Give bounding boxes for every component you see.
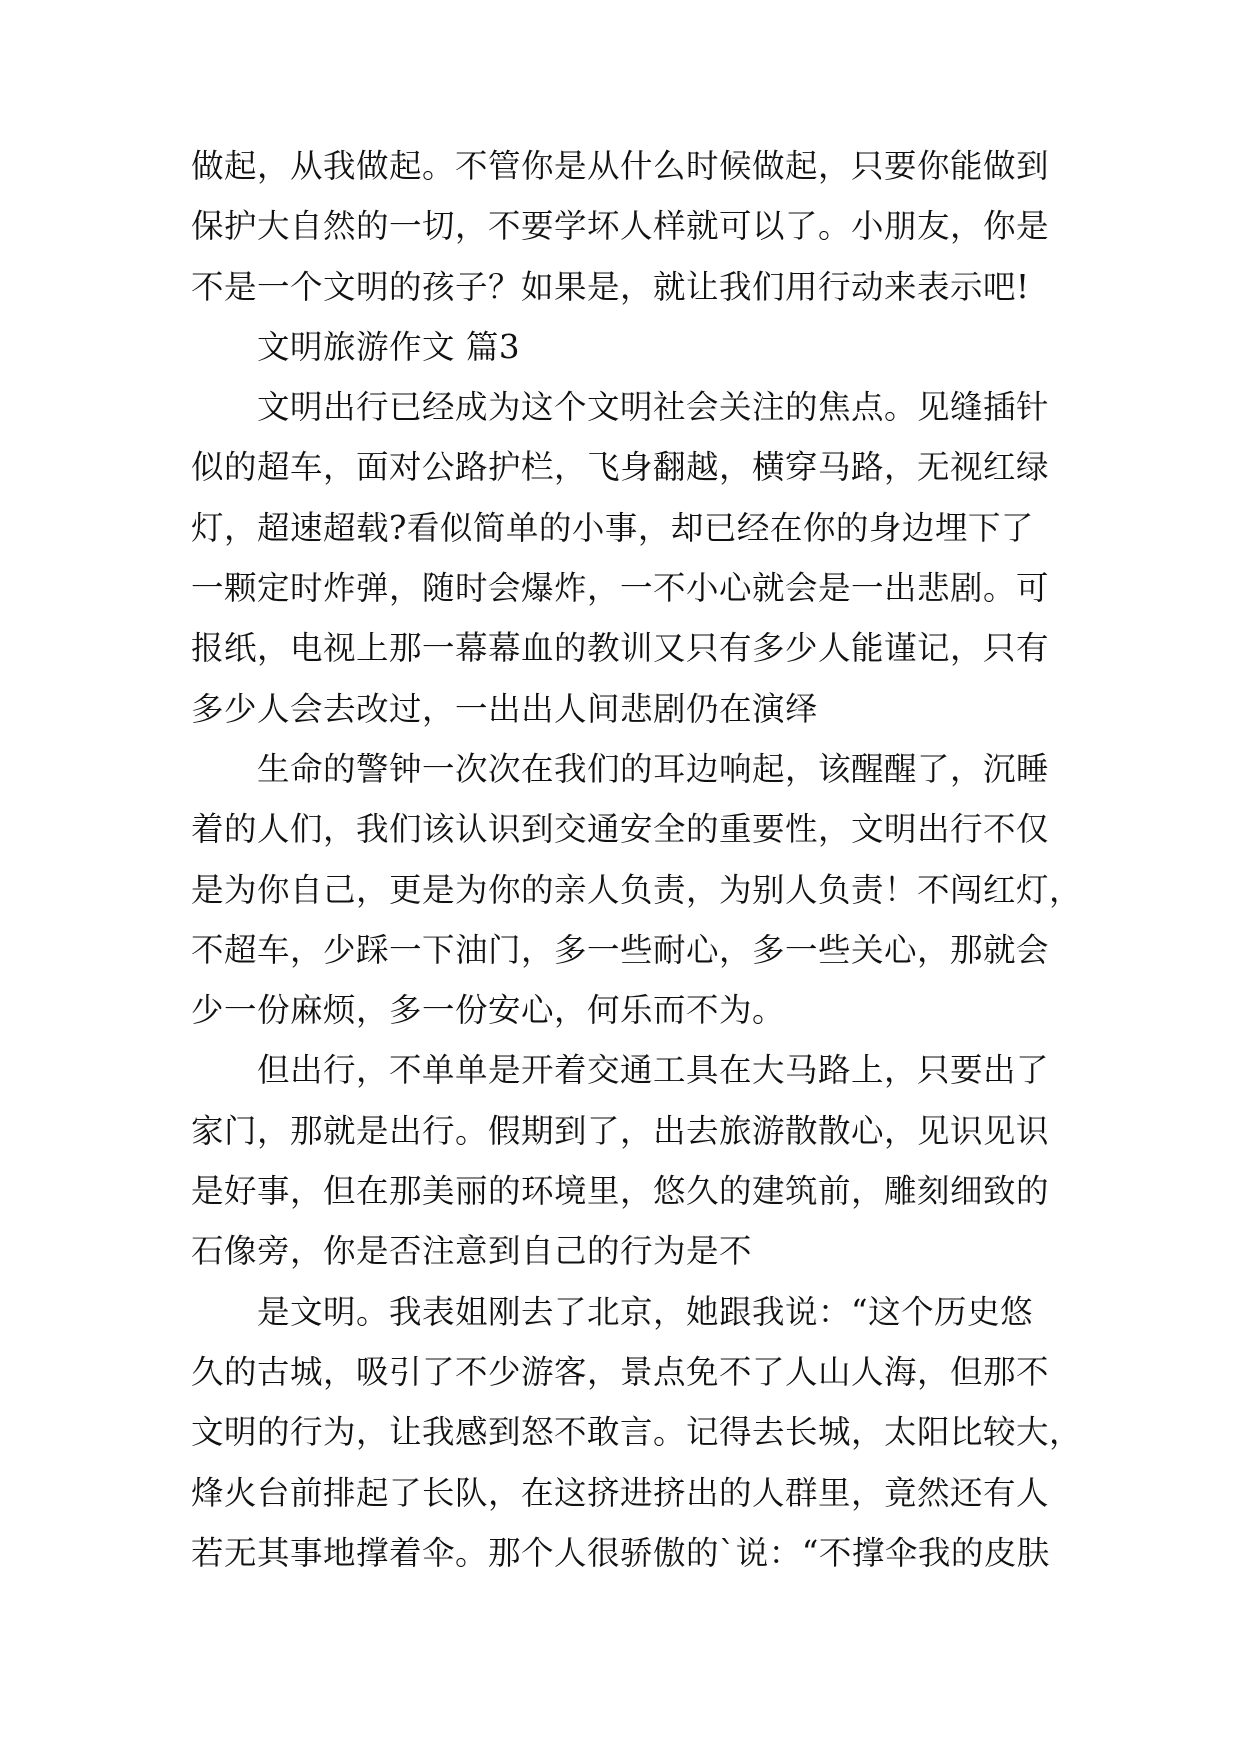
- text-line: 不超车，少踩一下油门，多一些耐心，多一些关心，那就会: [191, 930, 1050, 969]
- section-heading: 文明旅游作文 篇3: [257, 327, 521, 366]
- text-line: 烽火台前排起了长队，在这挤进挤出的人群里，竟然还有人: [191, 1473, 1050, 1512]
- text-line: 文明的行为，让我感到怒不敢言。记得去长城，太阳比较大，: [191, 1413, 1083, 1452]
- text-line: 着的人们，我们该认识到交通安全的重要性，文明出行不仅: [191, 810, 1050, 849]
- paragraph-start: 但出行，不单单是开着交通工具在大马路上，只要出了: [257, 1051, 1050, 1090]
- paragraph-start: 文明出行已经成为这个文明社会关注的焦点。见缝插针: [257, 388, 1050, 427]
- paragraph-start: 是文明。我表姐刚去了北京，她跟我说：“这个历史悠: [257, 1292, 1034, 1331]
- text-line: 灯，超速超载?看似简单的小事，却已经在你的身边埋下了: [191, 508, 1034, 547]
- text-line: 报纸，电视上那一幕幕血的教训又只有多少人能谨记，只有: [191, 629, 1050, 668]
- text-line: 石像旁，你是否注意到自己的行为是不: [191, 1232, 753, 1271]
- text-line: 似的超车，面对公路护栏，飞身翻越，横穿马路，无视红绿: [191, 448, 1050, 487]
- paragraph-start: 生命的警钟一次次在我们的耳边响起，该醒醒了，沉睡: [257, 749, 1050, 788]
- text-line: 做起，从我做起。不管你是从什么时候做起，只要你能做到: [191, 147, 1050, 185]
- document-body: [191, 136, 1083, 1583]
- text-line: 久的古城，吸引了不少游客，景点免不了人山人海，但那不: [191, 1352, 1050, 1391]
- text-line: 保护大自然的一切，不要学坏人样就可以了。小朋友，你是: [191, 207, 1050, 246]
- text-line: 一颗定时炸弹，随时会爆炸，一不小心就会是一出悲剧。可: [191, 569, 1050, 608]
- text-line: 少一份麻烦，多一份安心，何乐而不为。: [191, 991, 786, 1030]
- text-line: 不是一个文明的孩子？如果是，就让我们用行动来表示吧!: [191, 267, 1030, 306]
- text-line: 多少人会去改过，一出出人间悲剧仍在演绎: [191, 689, 819, 728]
- text-line: 是好事，但在那美丽的环境里，悠久的建筑前，雕刻细致的: [191, 1172, 1050, 1211]
- text-line: 若无其事地撑着伞。那个人很骄傲的`说：“不撑伞我的皮肤: [191, 1533, 1050, 1572]
- text-line: 是为你自己，更是为你的亲人负责，为别人负责！不闯红灯，: [191, 870, 1083, 909]
- text-line: 家门，那就是出行。假期到了，出去旅游散散心，见识见识: [191, 1111, 1050, 1150]
